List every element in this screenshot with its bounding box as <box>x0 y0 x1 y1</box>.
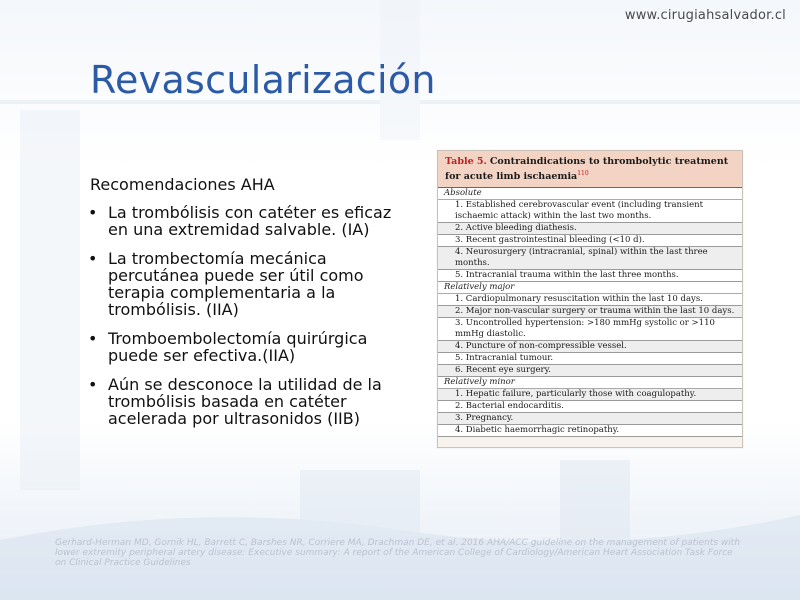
table-row: 5. Intracranial trauma within the last three months. <box>438 270 742 282</box>
table-row: 1. Cardiopulmonary resuscitation within the last 10 days. <box>438 294 742 306</box>
table-caption-text: Contraindications to thrombolytic treatment for acute limb ischaemia <box>445 156 729 183</box>
slide-subtitle: Recomendaciones AHA <box>90 175 275 194</box>
table-row: 2. Major non-vascular surgery or trauma within the last 10 days. <box>438 306 742 318</box>
bullet-dot-icon: • <box>88 249 98 268</box>
bullet-item <box>88 376 413 427</box>
table-row: 3. Recent gastrointestinal bleeding (<10 d). <box>438 235 742 247</box>
table-row: 6. Recent eye surgery. <box>438 365 742 377</box>
table-row: 1. Established cerebrovascular event (including transient ischaemic attack) within the last two months. <box>438 200 742 223</box>
bullet-text: Tromboembolectomía quirúrgica puede ser efectiva.(IIA) <box>108 329 368 365</box>
contraindications-table <box>437 150 743 448</box>
table-row: 4. Puncture of non-compressible vessel. <box>438 341 742 353</box>
table-row: 3. Uncontrolled hypertension: >180 mmHg systolic or >110 mmHg diastolic. <box>438 318 742 341</box>
table-caption <box>438 151 742 188</box>
bullet-dot-icon: • <box>88 375 98 394</box>
bullet-item <box>88 250 413 318</box>
bullet-text: La trombólisis con catéter es eficaz en una extremidad salvable. (IA) <box>108 203 392 239</box>
table-reference: 110 <box>577 170 589 177</box>
table-row: 5. Intracranial tumour. <box>438 353 742 365</box>
bullet-list <box>88 204 413 439</box>
bullet-item <box>88 330 413 364</box>
slide-title: Revascularización <box>90 58 436 102</box>
bullet-dot-icon: • <box>88 329 98 348</box>
table-row: 2. Bacterial endocarditis. <box>438 401 742 413</box>
bullet-text: La trombectomía mecánica percutánea puede ser útil como terapia complementaria a la trombólisis. (IIA) <box>108 249 364 319</box>
table-section-heading: Relatively major <box>438 282 742 294</box>
site-url[interactable]: www.cirugiahsalvador.cl <box>624 8 786 23</box>
table-section-heading: Absolute <box>438 188 742 200</box>
table-row: 1. Hepatic failure, particularly those with coagulopathy. <box>438 389 742 401</box>
bullet-text: Aún se desconoce la utilidad de la trombólisis basada en catéter acelerada por ultrasonidos (IIB) <box>108 375 382 428</box>
table-row: 4. Neurosurgery (intracranial, spinal) within the last three months. <box>438 247 742 270</box>
table-row: 3. Pregnancy. <box>438 413 742 425</box>
bullet-dot-icon: • <box>88 203 98 222</box>
table-row: 4. Diabetic haemorrhagic retinopathy. <box>438 425 742 437</box>
table-row: 2. Active bleeding diathesis. <box>438 223 742 235</box>
citation-footnote: Gerhard-Herman MD, Gornik HL, Barrett C, Barshes NR, Corriere MA, Drachman DE, et al. 2016 AHA/ACC guideline on the management of patients with lower extremity peripheral artery disease: Executive summary: A report of the American College of Cardiology/American Heart Association Task Force on Clinical Practice Guidelines <box>55 538 741 568</box>
table-section-heading: Relatively minor <box>438 377 742 389</box>
bullet-item <box>88 204 413 238</box>
table-number: Table 5. <box>445 156 487 167</box>
